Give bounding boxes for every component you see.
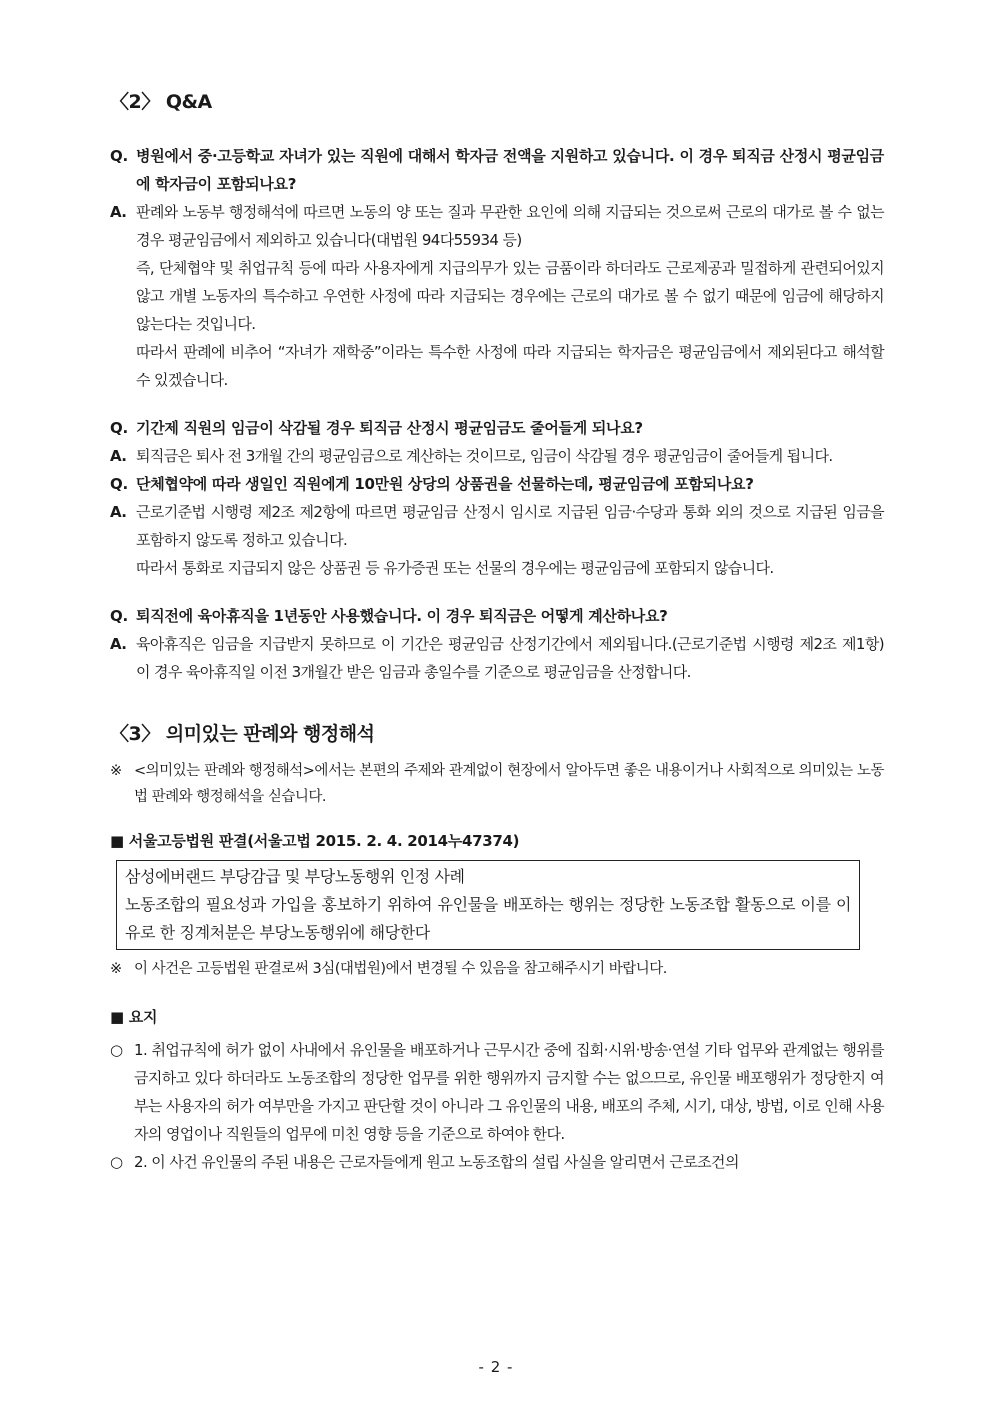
question [110, 470, 884, 498]
answer [110, 630, 884, 686]
document-page [110, 88, 884, 1176]
question [110, 602, 884, 630]
case-summary-box [116, 860, 860, 950]
question [110, 414, 884, 442]
answer-paragraph: 근로기준법 시행령 제2조 제2항에 따르면 평균임금 산정시 임시로 지급된 임금·수당과 통화 외의 것으로 지급된 임금을 포함하지 않도록 정하고 있습니다. [136, 503, 884, 549]
case-box-body: 노동조합의 필요성과 가입을 홍보하기 위하여 유인물을 배포하는 행위는 정당한 노동조합 활동으로 이를 이유로 한 징계처분은 부당노동행위에 해당한다 [125, 895, 851, 942]
question-text: 기간제 직원의 임금이 삭감될 경우 퇴직금 산정시 평균임금도 줄어들게 되나요? [136, 419, 643, 437]
answer [110, 198, 884, 394]
answer-marker: A. [110, 447, 127, 465]
section-2-title: 〈2〉 Q&A [110, 91, 212, 113]
case-note [110, 956, 884, 982]
case-box-title: 삼성에버랜드 부당감급 및 부당노동행위 인정 사례 [125, 867, 465, 886]
summary-item-2 [110, 1148, 884, 1176]
answer-marker: A. [110, 203, 127, 221]
circle-bullet: ○ [110, 1153, 123, 1171]
answer-marker: A. [110, 503, 127, 521]
intro-text: <의미있는 판례와 행정해석>에서는 본편의 주제와 관계없이 현장에서 알아두면 좋은 내용이거나 사회적으로 의미있는 노동법 판례와 행정해석을 싣습니다. [134, 763, 884, 805]
summary-item-1 [110, 1036, 884, 1148]
answer [110, 442, 884, 470]
answer-paragraph: 육아휴직은 임금을 지급받지 못하므로 이 기간은 평균임금 산정기간에서 제외됩니다.(근로기준법 시행령 제2조 제1항) 이 경우 육아휴직일 이전 3개월간 받은 임금과 총일수를 기준으로 평균임금을 산정합니다. [136, 635, 884, 681]
answer [110, 498, 884, 582]
summary-text: 1. 취업규칙에 허가 없이 사내에서 유인물을 배포하거나 근무시간 중에 집회·시위·방송·연설 기타 업무와 관계없는 행위를 금지하고 있다 하더라도 노동조합의 정당한 업무를 위한 행위까지 금지할 수는 없으므로, 유인물 배포행위가 정당한지 여부는 사용자의 허가 여부만을 가지고 판단할 것이 아니라 그 유인물의 내용, 배포의 주체, 시기, 대상, 방법, 이로 인해 사용자의 영업이나 직원들의 업무에 미친 영향 등을 기준으로 하여야 한다. [134, 1041, 884, 1143]
answer-paragraph: 즉, 단체협약 및 취업규칙 등에 따라 사용자에게 지급의무가 있는 금품이라 하더라도 근로제공과 밀접하게 관련되어있지 않고 개별 노동자의 특수하고 우연한 사정에 따라 지급되는 경우에는 근로의 대가로 볼 수 없기 때문에 임금에 해당하지 않는다는 것입니다. [136, 259, 884, 333]
qa-item-3 [110, 470, 884, 582]
note-marker: ※ [110, 961, 122, 977]
case-note-text: 이 사건은 고등법원 판결로써 3심(대법원)에서 변경될 수 있음을 참고해주시기 바랍니다. [134, 961, 667, 977]
qa-item-1 [110, 142, 884, 394]
answer-paragraph: 판례와 노동부 행정해석에 따르면 노동의 양 또는 질과 무관한 요인에 의해 지급되는 것으로써 근로의 대가로 볼 수 없는 경우 평균임금에서 제외하고 있습니다(대법원 94다55934 등) [136, 203, 884, 249]
answer-paragraph: 따라서 판례에 비추어 “자녀가 재학중”이라는 특수한 사정에 따라 지급되는 학자금은 평균임금에서 제외된다고 해석할 수 있겠습니다. [136, 343, 884, 389]
question-marker: Q. [110, 475, 128, 493]
case-heading: ■ 서울고등법원 판결(서울고법 2015. 2. 4. 2014누47374) [110, 832, 520, 850]
answer-paragraph: 따라서 통화로 지급되지 않은 상품권 등 유가증권 또는 선물의 경우에는 평균임금에 포함되지 않습니다. [136, 559, 774, 577]
question-marker: Q. [110, 607, 128, 625]
question-text: 단체협약에 따라 생일인 직원에게 10만원 상당의 상품권을 선물하는데, 평균임금에 포함되나요? [136, 475, 754, 493]
question-marker: Q. [110, 419, 128, 437]
question [110, 142, 884, 198]
summary-text: 2. 이 사건 유인물의 주된 내용은 근로자들에게 원고 노동조합의 설립 사실을 알리면서 근로조건의 [134, 1153, 739, 1171]
qa-item-2 [110, 414, 884, 470]
qa-item-4 [110, 602, 884, 686]
summary-heading: ■ 요지 [110, 1008, 158, 1026]
section-3-intro [110, 758, 884, 810]
page-number: - 2 - [478, 1358, 514, 1376]
question-text: 퇴직전에 육아휴직을 1년동안 사용했습니다. 이 경우 퇴직금은 어떻게 계산하나요? [136, 607, 668, 625]
question-marker: Q. [110, 147, 128, 165]
answer-marker: A. [110, 635, 127, 653]
answer-paragraph: 퇴직금은 퇴사 전 3개월 간의 평균임금으로 계산하는 것이므로, 임금이 삭감될 경우 평균임금이 줄어들게 됩니다. [136, 447, 833, 465]
section-3-title: 〈3〉 의미있는 판례와 행정해석 [110, 723, 375, 745]
question-text: 병원에서 중·고등학교 자녀가 있는 직원에 대해서 학자금 전액을 지원하고 있습니다. 이 경우 퇴직금 산정시 평균임금에 학자금이 포함되나요? [136, 147, 884, 193]
circle-bullet: ○ [110, 1041, 123, 1059]
note-marker: ※ [110, 763, 122, 779]
